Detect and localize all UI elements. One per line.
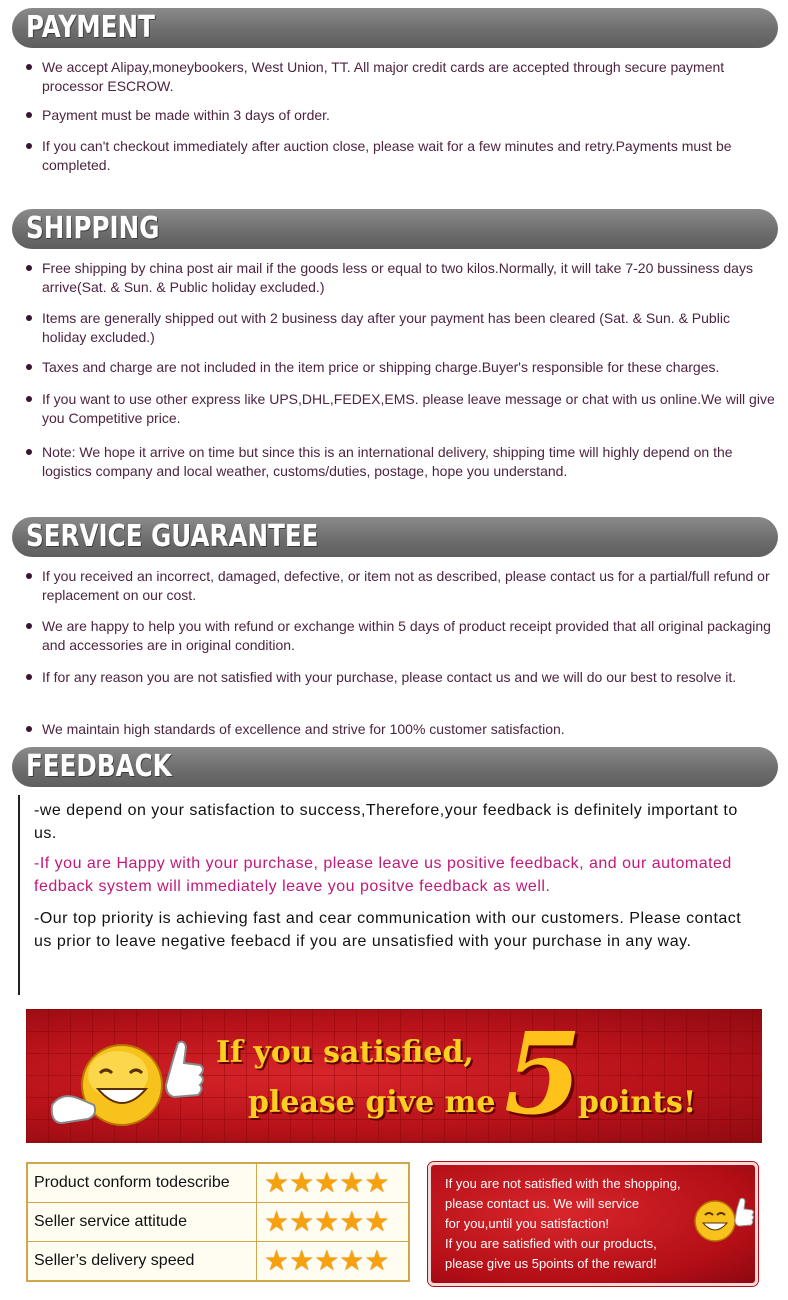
list-item: Free shipping by china post air mail if the goods less or equal to two kilos.Normally, it will take 7-20 bussiness days arrive(Sat. & Sun. & Public holiday excluded.) (26, 259, 778, 297)
service-title: SERVICE GUARANTEE (26, 519, 319, 554)
feedback-header (12, 747, 778, 787)
satisfaction-notice (428, 1162, 758, 1286)
banner-subline: please give me (248, 1085, 496, 1120)
smiley-thumbs-up-icon (689, 1195, 755, 1247)
list-item: We maintain high standards of excellence and strive for 100% customer satisfaction. (26, 720, 778, 739)
service-header (12, 517, 778, 557)
feedback-paragraph: -Our top priority is achieving fast and cear communication with our customers. Please contact us prior to leave negative feebacd if you are unsatisfied with your purchase in any way. (34, 910, 742, 950)
banner-headline: If you satisfied, (216, 1035, 474, 1070)
list-item: We are happy to help you with refund or exchange within 5 days of product receipt provided that all original packaging and accessories are in original condition. (26, 617, 778, 655)
list-item: If for any reason you are not satisfied with your purchase, please contact us and we will do our best to resolve it. (26, 668, 778, 687)
five-points-banner (26, 1009, 762, 1143)
table-row (28, 1203, 408, 1242)
list-item: Taxes and charge are not included in the item price or shipping charge.Buyer's responsible for these charges. (26, 358, 778, 377)
feedback-title: FEEDBACK (26, 749, 172, 784)
list-item: We accept Alipay,moneybookers, West Union, TT. All major credit cards are accepted through secure payment processor ESCROW. (26, 58, 778, 96)
payment-title: PAYMENT (26, 10, 155, 45)
list-item: If you received an incorrect, damaged, defective, or item not as described, please contact us for a partial/full refund or replacement on our cost. (26, 567, 778, 605)
banner-five: 5 (504, 1009, 582, 1140)
star-rating-icon: ★★★★★ (264, 1205, 390, 1238)
payment-header (12, 8, 778, 48)
list-item: If you want to use other express like UPS,DHL,FEDEX,EMS. please leave message or chat with us online.We will give you Competitive price. (26, 390, 778, 428)
list-item: If you can't checkout immediately after auction close, please wait for a few minutes and retry.Payments must be completed. (26, 137, 778, 175)
rating-label: Product conform todescribe (34, 1174, 230, 1191)
notice-line: If you are not satisfied with the shopping, (445, 1176, 681, 1191)
list-item: Payment must be made within 3 days of order. (26, 106, 778, 125)
table-row (28, 1164, 408, 1203)
feedback-box (18, 795, 770, 995)
feedback-paragraph: -we depend on your satisfaction to success,Therefore,your feedback is definitely important to us. (34, 802, 738, 842)
star-rating-icon: ★★★★★ (264, 1244, 390, 1277)
star-rating-icon: ★★★★★ (264, 1166, 390, 1199)
notice-line: If you are satisfied with our products, (445, 1236, 657, 1251)
shipping-header (12, 209, 778, 249)
feedback-paragraph-highlight: -If you are Happy with your purchase, please leave us positive feedback, and our automated fedback system will immediately leave you positve feedback as well. (34, 855, 732, 895)
banner-points: points! (578, 1085, 697, 1120)
notice-line: please give us 5points of the reward! (445, 1256, 657, 1271)
shipping-title: SHIPPING (26, 211, 160, 246)
rating-label: Seller service attitude (34, 1213, 187, 1230)
list-item: Items are generally shipped out with 2 business day after your payment has been cleared (Sat. & Sun. & Public holiday excluded.) (26, 309, 778, 347)
rating-table (26, 1162, 410, 1282)
list-item: Note: We hope it arrive on time but since this is an international delivery, shipping time will highly depend on the logistics company and local weather, customs/duties, postage, hope you understand. (26, 443, 778, 481)
rating-label: Seller’s delivery speed (34, 1252, 195, 1269)
notice-line: please contact us. We will service (445, 1196, 640, 1211)
table-row (28, 1242, 408, 1281)
smiley-thumbs-up-icon (42, 1027, 212, 1137)
notice-line: for you,until you satisfaction! (445, 1216, 610, 1231)
